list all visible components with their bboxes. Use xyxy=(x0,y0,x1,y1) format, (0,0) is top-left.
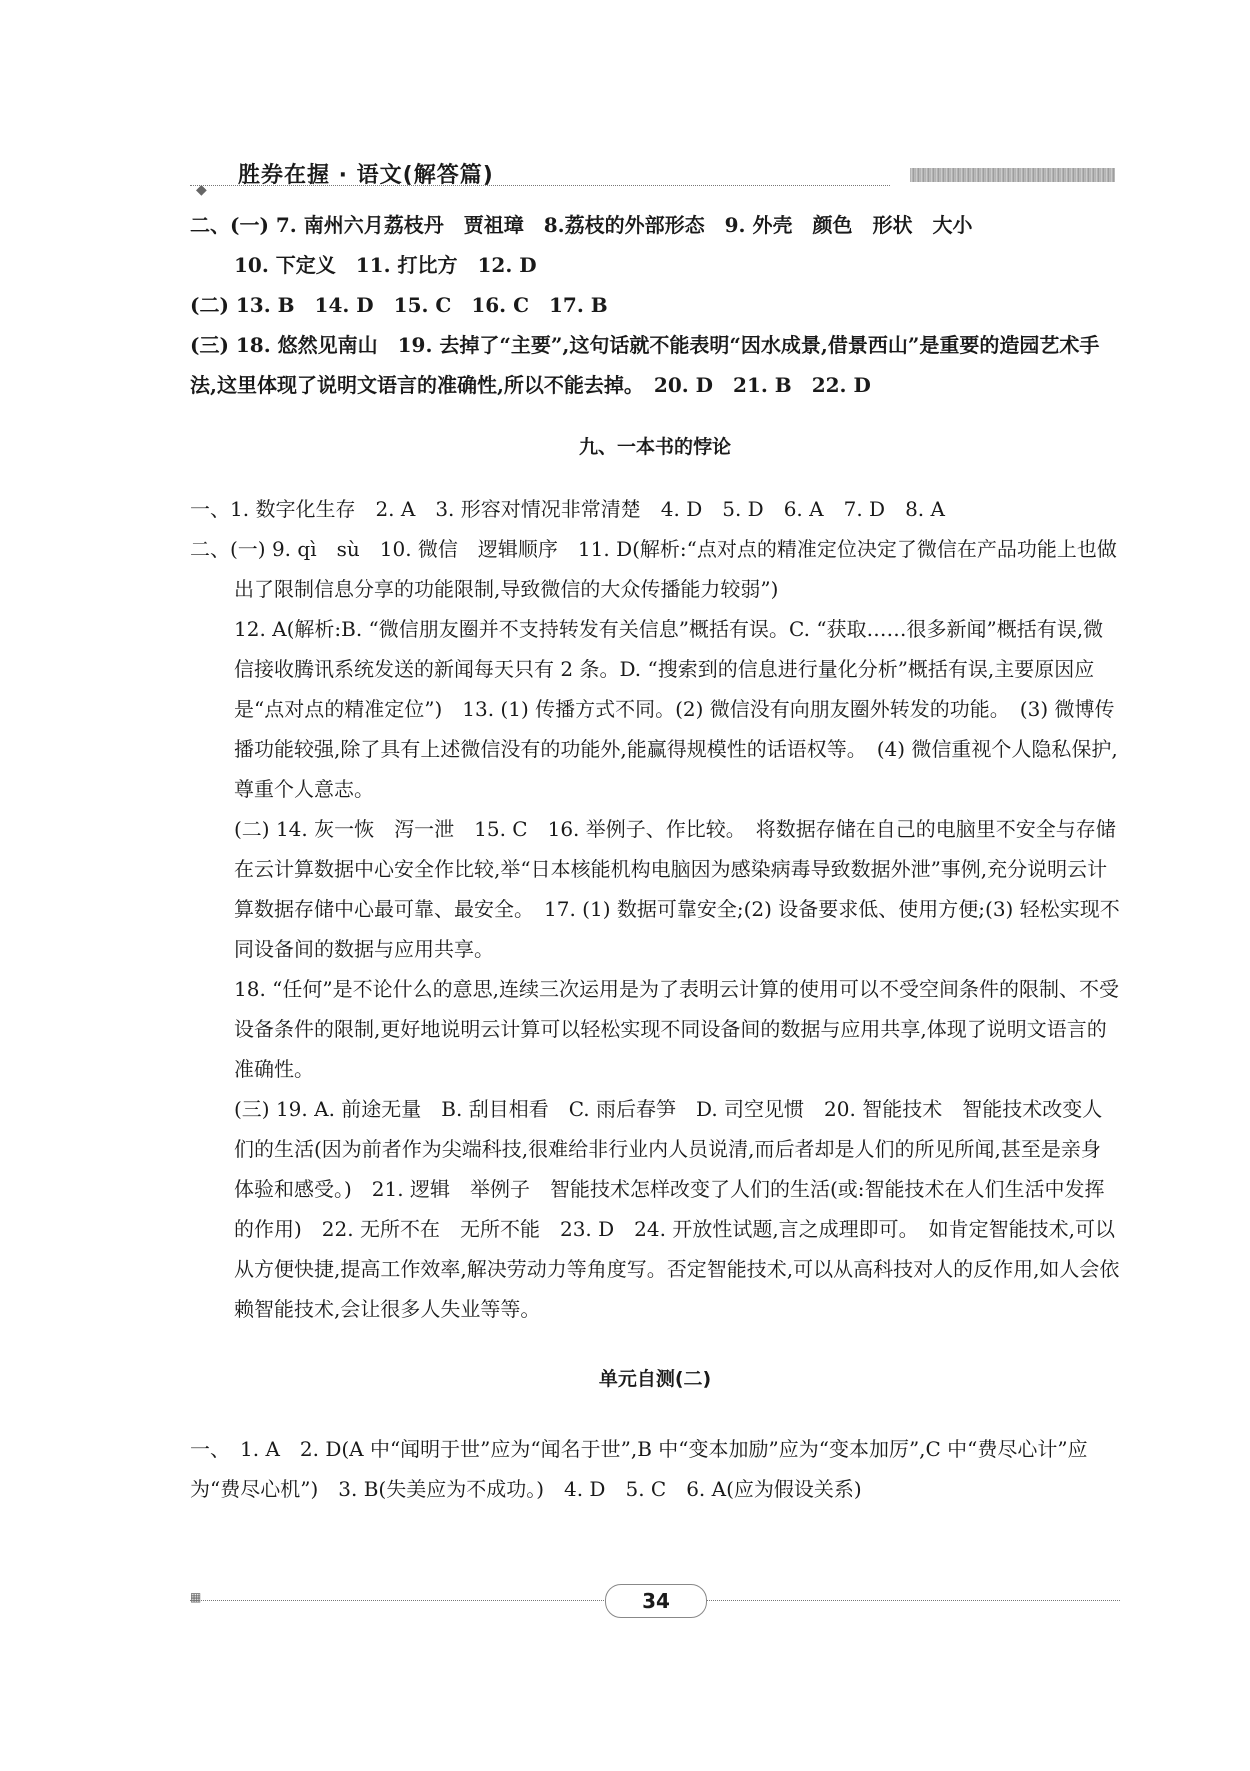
header-divider xyxy=(190,185,890,186)
section-title: 单元自测(二) xyxy=(598,1368,712,1390)
section-title: 九、一本书的悖论 xyxy=(578,436,731,458)
spacer xyxy=(190,467,1120,489)
answer-paragraph: (二) 14. 灰一恢 泻一泄 15. C 16. 举例子、作比较。 将数据存储在自己的电脑里不安全与存储在云计算数据中心安全作比较,举“日本核能机构电脑因为感染病毒导致数据外泄”事例,充分说明云计算数据存储中心最可靠、最安全。 17. (1) 数据可靠安全;(2) 设备要求低、使用方便;(3) 轻松实现不同设备间的数据与应用共享。 xyxy=(234,817,1120,961)
spacer xyxy=(190,1399,1120,1429)
header-title: 胜券在握 · 语文(解答篇) xyxy=(238,163,494,188)
answer-paragraph: 二、(一) 9. qì sù 10. 微信 逻辑顺序 11. D(解析:“点对点的精准定位决定了微信在产品功能上也做出了限制信息分享的功能限制,导致微信的大众传播能力较弱”) xyxy=(190,537,1117,601)
page-footer xyxy=(190,1580,1120,1620)
answer-line: (二) 13. B 14. D 15. C 16. C 17. B xyxy=(190,293,608,317)
answer-line: 二、(一) 7. 南州六月荔枝丹 贾祖璋 8.荔枝的外部形态 9. 外壳 颜色 形状 大小 xyxy=(190,213,973,237)
answer-paragraph: 12. A(解析:B. “微信朋友圈并不支持转发有关信息”概括有误。C. “获取……很多新闻”概括有误,微信接收腾讯系统发送的新闻每天只有 2 条。D. “搜索到的信息进行量化分析”概括有误,主要原因应是“点对点的精准定位”) 13. (1) 传播方式不同。(2) 微信没有向朋友圈外转发的功能。 (3) 微博传播功能较强,除了具有上述微信没有的功能外,能赢得规模性的话语权等。 (4) 微信重视个人隐私保护,尊重个人意志。 xyxy=(234,617,1118,801)
answer-paragraph: (三) 18. 悠然见南山 19. 去掉了“主要”,这句话就不能表明“因水成景,借景西山”是重要的造园艺术手法,这里体现了说明文语言的准确性,所以不能去掉。 20. D 21. B 22. D xyxy=(190,333,1100,397)
answer-line: 一、1. 数字化生存 2. A 3. 形容对情况非常清楚 4. D 5. D 6. A 7. D 8. A xyxy=(190,497,945,521)
spacer xyxy=(190,405,1120,427)
footer-ornament-icon: ▦ xyxy=(190,1590,202,1604)
page-header xyxy=(190,152,1120,198)
answer-line: 10. 下定义 11. 打比方 12. D xyxy=(234,253,537,277)
header-ornament-icon: ◆ xyxy=(196,182,207,198)
header-decorative-band xyxy=(910,168,1115,182)
answer-paragraph: 一、 1. A 2. D(A 中“闻明于世”应为“闻名于世”,B 中“变本加励”应为“变本加厉”,C 中“费尽心计”应为“费尽心机”) 3. B(失美应为不成功。) 4. D 5. C 6. A(应为假设关系) xyxy=(190,1437,1088,1501)
spacer xyxy=(190,1329,1120,1359)
page-number: 34 xyxy=(605,1584,707,1618)
answer-content xyxy=(190,205,1120,1509)
answer-paragraph: (三) 19. A. 前途无量 B. 刮目相看 C. 雨后春笋 D. 司空见惯 20. 智能技术 智能技术改变人们的生活(因为前者作为尖端科技,很难给非行业内人员说清,而后者却是人们的所见所闻,甚至是亲身体验和感受。) 21. 逻辑 举例子 智能技术怎样改变了人们的生活(或:智能技术在人们生活中发挥的作用) 22. 无所不在 无所不能 23. D 24. 开放性试题,言之成理即可。 如肯定智能技术,可以从方便快捷,提高工作效率,解决劳动力等角度写。否定智能技术,可以从高科技对人的反作用,如人会依赖智能技术,会让很多人失业等等。 xyxy=(234,1097,1120,1321)
answer-paragraph: 18. “任何”是不论什么的意思,连续三次运用是为了表明云计算的使用可以不受空间条件的限制、不受设备条件的限制,更好地说明云计算可以轻松实现不同设备间的数据与应用共享,体现了说明文语言的准确性。 xyxy=(234,977,1119,1081)
